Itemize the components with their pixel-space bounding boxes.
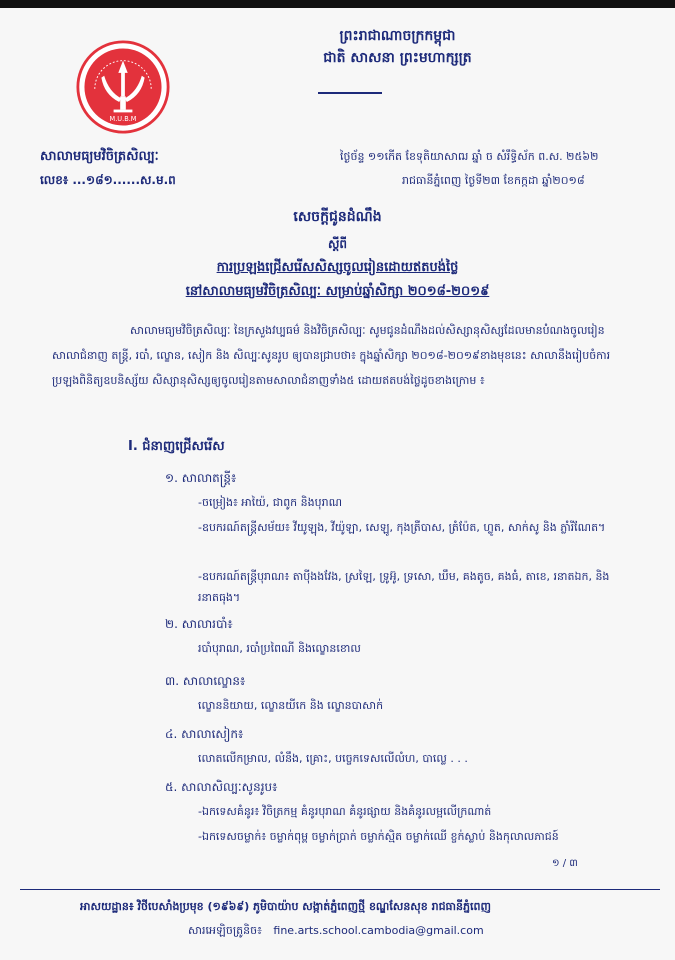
title-school-year: នៅសាលាមធ្យមវិចិត្រសិល្បៈ សម្រាប់ឆ្នាំសិក្សា ២០១៨-២០១៩	[185, 284, 490, 299]
email-address: fine.arts.school.cambodia@gmail.com	[273, 924, 484, 937]
item-line: -ចម្រៀង៖ អាយ៉ៃ, ជាពូក និងបុរាណ	[198, 496, 343, 509]
item-heading-theatre: ៣. សាលាល្ខោន៖	[165, 674, 246, 688]
top-dark-edge	[0, 0, 675, 8]
email-label: សារអេឡិចត្រូនិច៖	[188, 924, 262, 937]
footer-email	[188, 924, 484, 940]
item-line: -ឧបករណ៍តន្ត្រីបុរាណ៖ តាប៉ីងងវែង, ស្រឡៃ, ទ្រូអ៊ូ, ទ្រសោ, ឃឹម, គងតូច, គងធំ, តាខេ, រនាតឯក, និង រនាតធុង។	[198, 570, 610, 604]
reference-value: ...១៨១......ស.ម.ព	[72, 173, 176, 187]
issuer-school-name: សាលាមធ្យមវិចិត្រសិល្បៈ	[40, 149, 159, 164]
section-heading: I. ជំនាញជ្រើសរើស	[128, 439, 225, 454]
title-subject: ការប្រឡងជ្រើសរើសសិស្សចូលរៀនដោយឥតបង់ថ្លៃ	[216, 260, 459, 275]
reference-label: លេខ៖	[40, 173, 69, 187]
svg-text:M.U.B.M: M.U.B.M	[109, 114, 137, 123]
reference-number	[40, 172, 176, 190]
item-line: -ឯកទេសចម្លាក់៖ ចម្លាក់ពុម្ព ចម្លាក់ប្រាក់ ចម្លាក់ស្មិត ចម្លាក់ឈើ ខ្ចក់ស្លាប់ និងកុលាលភាជន៍	[198, 830, 559, 843]
item-heading-music: ១. សាលាតន្ត្រី៖	[165, 471, 237, 485]
lunar-date: ថ្ងៃច័ន្ទ ១១កើត ខែទុតិយាសាឍ ឆ្នាំ ច សំរឹទ្ធិស័ក ព.ស. ២៥៦២	[340, 150, 599, 163]
item-line: -ឧបករណ៍តន្ត្រីសម័យ៖ វីយូឡុង, វីយ៉ូឡា, សេឡូ, កុងត្រឺបាស, ត្រំប៉ែត, ហ្លូត, សាក់សូ និង ភ្លាំរីណែត។	[198, 521, 606, 534]
item-heading-plastic-arts: ៥. សាលាសិល្បៈសូនរូប៖	[165, 780, 278, 794]
footer-address: អាសយដ្ឋាន៖ វិថីបេសាំងប្រមុខ (១៩៦៩) ភូមិបាយ៉ាប សង្កាត់ភ្នំពេញថ្មី ខណ្ឌសែនសុខ រាជធានីភ្នំពេញ	[80, 900, 491, 913]
item-line: របាំបុរាណ, របាំប្រពៃណី និងល្ខោនខោល	[198, 642, 361, 655]
page-number: ១ / ៣	[552, 858, 578, 869]
item-heading-dance: ២. សាលារបាំ៖	[165, 617, 233, 631]
item-line: ល្ខោននិយាយ, ល្ខោនយីកេ និង ល្ខោនបាសាក់	[198, 699, 384, 712]
kingdom-heading: ព្រះរាជាណាចក្រកម្ពុជា	[339, 28, 456, 44]
item-heading-circus: ៤. សាលាសៀក៖	[165, 727, 244, 741]
national-motto: ជាតិ សាសនា ព្រះមហាក្សត្រ	[323, 50, 472, 66]
title-about: ស្ដីពី	[327, 237, 348, 251]
item-line: លោតលើកម្រាល, លំនឹង, គ្រោះ, បច្ចេកទេសលើលំហ, បាល្លេ . . .	[198, 752, 468, 765]
solar-date: រាជធានីភ្នំពេញ ថ្ងៃទី២៣ ខែកក្កដា ឆ្នាំ២០១៨	[402, 174, 585, 187]
footer-divider	[20, 889, 660, 890]
intro-paragraph: សាលាមធ្យមវិចិត្រសិល្បៈ នៃក្រសួងវប្បធម៌ និងវិចិត្រសិល្បៈ សូមជូនដំណឹងដល់សិស្សានុសិស្សដែលមានបំណងចូលរៀនសាលាជំនាញ តន្ត្រី, របាំ, ល្ខោន, សៀក និង សិល្បៈសូនរូប ឲ្យបានជ្រាបថា៖ ក្នុងឆ្នាំសិក្សា ២០១៨-២០១៩ខាងមុខនេះ សាលានឹងរៀបចំការប្រឡងពិនិត្យឧបនិស្ស័យ សិស្សានុសិស្សឲ្យចូលរៀនតាមសាលាជំនាញទាំង៥ ដោយឥតបង់ថ្លៃដូចខាងក្រោម ៖	[52, 324, 611, 387]
motto-divider	[318, 92, 382, 94]
document-title: សេចក្ដីជូនដំណឹង	[293, 209, 382, 225]
item-line: -ឯកទេសគំនូរ៖ វិចិត្រកម្ម គំនូរបុរាណ គំនូរផ្សាយ និងគំនូរលម្អលើក្រណាត់	[198, 805, 492, 818]
